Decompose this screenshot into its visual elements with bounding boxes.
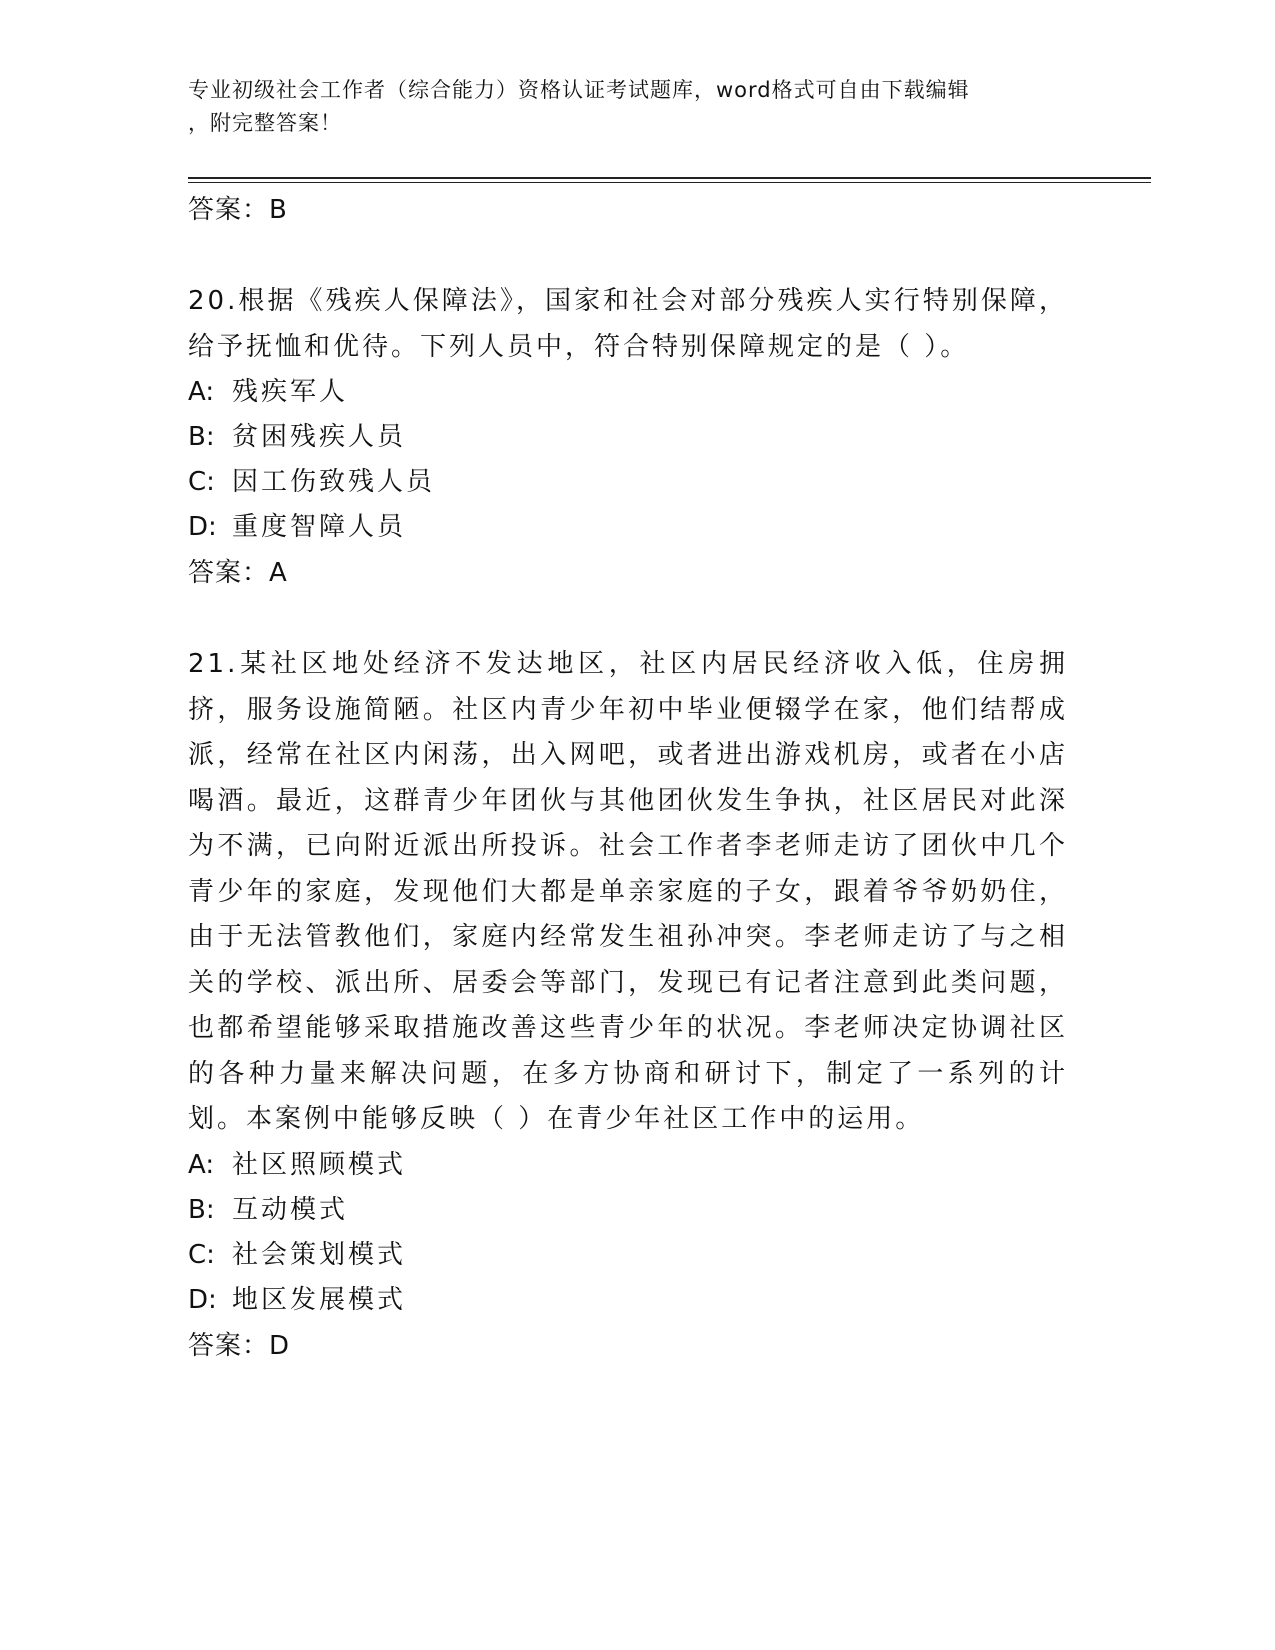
answer: 答案：D [188,1330,291,1361]
option-text: 重度智障人员 [232,512,407,542]
header-line-1: 专业初级社会工作者（综合能力）资格认证考试题库，word格式可自由下载编辑 [188,78,970,102]
previous-answer: 答案：B [188,195,288,225]
option-a [188,1143,1068,1188]
option-text: 因工伤致残人员 [232,467,436,497]
answer: 答案：A [188,558,288,588]
option-a [188,370,1068,415]
option-letter: B: [188,422,215,452]
header-divider-thin [188,182,1151,183]
option-letter: A: [188,377,215,407]
option-c [188,460,1068,505]
option-text: 地区发展模式 [232,1284,407,1315]
option-letter: D: [188,512,217,542]
option-letter: C: [188,1239,215,1270]
option-text: 互动模式 [232,1194,349,1225]
option-letter: A: [188,1149,215,1180]
option-letter: C: [188,467,215,497]
option-letter: D: [188,1284,217,1315]
option-b [188,415,1068,460]
option-d [188,1278,1068,1323]
option-letter: B: [188,1194,215,1225]
spacer [188,596,1068,642]
question-text: 21.某社区地处经济不发达地区，社区内居民经济收入低，住房拥挤，服务设施简陋。社区内青少年初中毕业便辍学在家，他们结帮成派，经常在社区内闲荡，出入网吧，或者进出游戏机房，或者在小店喝酒。最近，这群青少年团伙与其他团伙发生争执，社区居民对此深为不满，已向附近派出所投诉。社会工作者李老师走访了团伙中几个青少年的家庭，发现他们大都是单亲家庭的子女，跟着爷爷奶奶住，由于无法管教他们，家庭内经常发生祖孙冲突。李老师走访了与之相关的学校、派出所、居委会等部门，发现已有记者注意到此类问题，也都希望能够采取措施改善这些青少年的状况。李老师决定协调社区的各种力量来解决问题，在多方协商和研讨下，制定了一系列的计划。本案例中能够反映（ ）在青少年社区工作中的运用。 [188,649,1068,1134]
option-text: 残疾军人 [232,377,349,407]
option-text: 贫困残疾人员 [232,422,407,452]
document-body [188,187,1068,1369]
option-d [188,505,1068,550]
page-header [188,74,1068,140]
question-text: 20.根据《残疾人保障法》，国家和社会对部分残疾人实行特别保障，给予抚恤和优待。下列人员中，符合特别保障规定的是（ ）。 [188,286,1068,362]
option-c [188,1233,1068,1278]
question-block-20 [188,279,1068,596]
option-b [188,1188,1068,1233]
header-divider-thick [188,177,1151,179]
option-text: 社区照顾模式 [232,1149,407,1180]
header-line-2: ，附完整答案！ [188,111,342,135]
question-block-21 [188,642,1068,1369]
option-text: 社会策划模式 [232,1239,407,1270]
spacer [188,233,1068,279]
